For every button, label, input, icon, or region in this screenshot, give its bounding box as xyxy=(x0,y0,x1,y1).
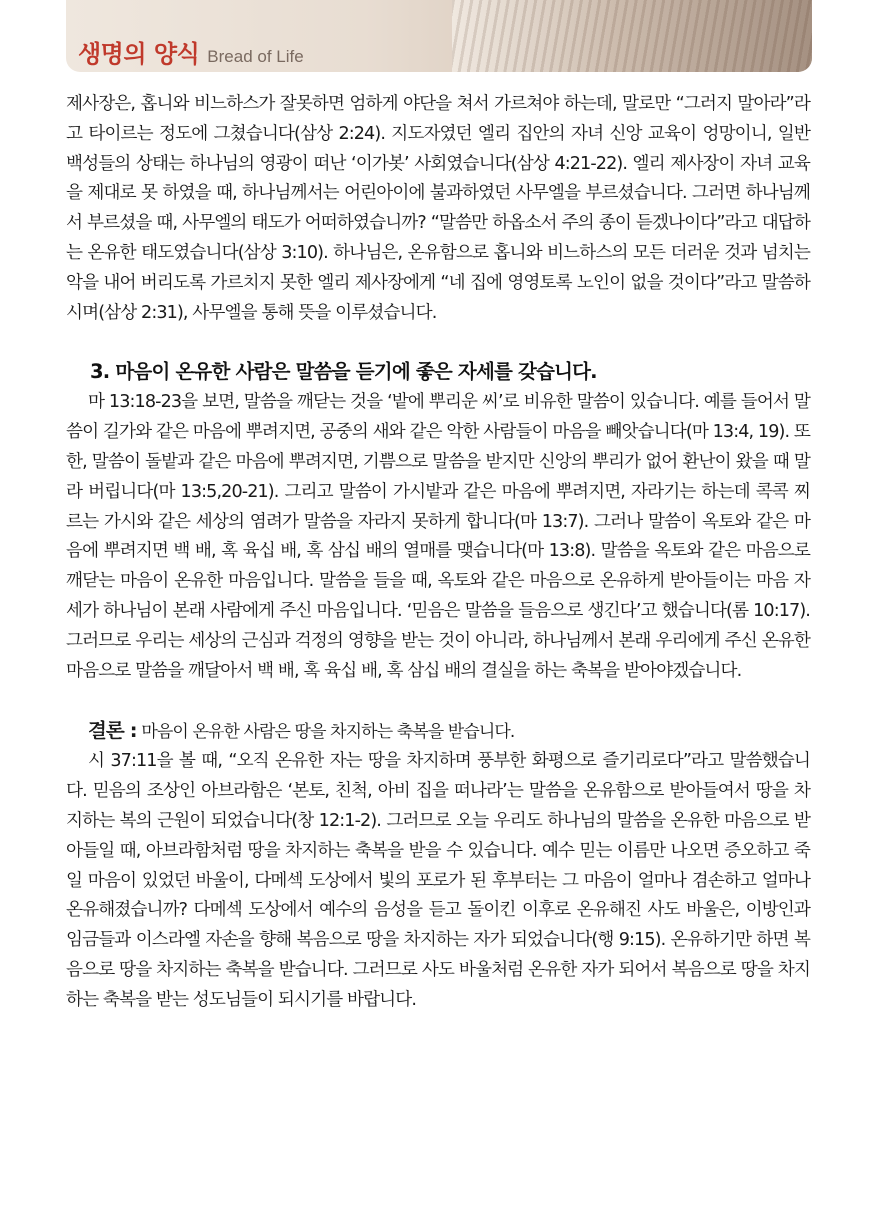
header-photo xyxy=(452,0,812,72)
conclusion-heading-line xyxy=(88,716,810,747)
header-banner xyxy=(66,0,812,72)
title-korean: 생명의 양식 xyxy=(78,40,200,68)
paragraph-1: 제사장은, 홉니와 비느하스가 잘못하면 엄하게 야단을 쳐서 가르쳐야 하는데, 말로만 “그러지 말아라”라고 타이르는 정도에 그쳤습니다(삼상 2:24). 지도자였던 엘리 집안의 자녀 신앙 교육이 엉망이니, 일반 백성들의 상태는 하나님의 영광이 떠난 ‘이가봇’ 사회였습니다(삼상 4:21-22). 엘리 제사장이 자녀 교육을 제대로 못 하였을 때, 하나님께서는 어린아이에 불과하였던 사무엘을 부르셨습니다. 그러면 하나님께서 부르셨을 때, 사무엘의 태도가 어떠하였습니까? “말씀만 하옵소서 주의 종이 듣겠나이다”라고 대답하는 온유한 태도였습니다(삼상 3:10). 하나님은, 온유함으로 홉니와 비느하스의 모든 더러운 것과 넘치는 악을 내어 버리도록 가르치지 못한 엘리 제사장에게 “네 집에 영영토록 노인이 없을 것이다”라고 말씀하시며(삼상 2:31), 사무엘을 통해 뜻을 이루셨습니다. xyxy=(66,94,810,323)
conclusion-text: 시 37:11을 볼 때, “오직 온유한 자는 땅을 차지하며 풍부한 화평으로 즐기리로다”라고 말씀했습니다. 믿음의 조상인 아브라함은 ‘본토, 친척, 아비 집을 떠나라’는 말씀을 온유함으로 받아들여서 땅을 차지하는 복의 근원이 되었습니다(창 12:1-2). 그러므로 오늘 우리도 하나님의 말씀을 온유한 마음으로 받아들일 때, 아브라함처럼 땅을 차지하는 축복을 받을 수 있습니다. 예수 믿는 이름만 나오면 증오하고 죽일 마음이 있었던 바울이, 다메섹 도상에서 빛의 포로가 된 후부터는 그 마음이 얼마나 겸손하고 얼마나 온유해졌습니까? 다메섹 도상에서 예수의 음성을 듣고 돌이킨 이후로 온유해진 사도 바울은, 이방인과 임금들과 이스라엘 자손을 향해 복음으로 땅을 차지하는 자가 되었습니다(행 9:15). 온유하기만 하면 복음으로 땅을 차지하는 축복을 받습니다. 그러므로 사도 바울처럼 온유한 자가 되어서 복음으로 땅을 차지하는 축복을 받는 성도님들이 되시기를 바랍니다. xyxy=(66,751,810,1010)
conclusion-label: 결론 : xyxy=(88,719,137,743)
page-title xyxy=(78,34,304,69)
section-3-text: 마 13:18-23을 보면, 말씀을 깨닫는 것을 ‘밭에 뿌리운 씨’로 비유한 말씀이 있습니다. 예를 들어서 말씀이 길가와 같은 마음에 뿌려지면, 공중의 새와 같은 악한 사람들이 마음을 빼앗습니다(마 13:4, 19). 또한, 말씀이 돌밭과 같은 마음에 뿌려지면, 기쁨으로 말씀을 받지만 신앙의 뿌리가 없어 환난이 왔을 때 말라 버립니다(마 13:5,20-21). 그리고 말씀이 가시밭과 같은 마음에 뿌려지면, 자라기는 하는데 콕콕 찌르는 가시와 같은 세상의 염려가 말씀을 자라지 못하게 합니다(마 13:7). 그러나 말씀이 옥토와 같은 마음에 뿌려지면 백 배, 혹 육십 배, 혹 삼십 배의 열매를 맺습니다(마 13:8). 말씀을 옥토와 같은 마음으로 깨닫는 마음이 온유한 마음입니다. 말씀을 들을 때, 옥토와 같은 마음으로 온유하게 받아들이는 마음 자세가 하나님이 본래 사람에게 주신 마음입니다. ‘믿음은 말씀을 들음으로 생긴다’고 했습니다(롬 10:17). 그러므로 우리는 세상의 근심과 걱정의 영향을 받는 것이 아니라, 하나님께서 본래 우리에게 주신 온유한 마음으로 말씀을 깨달아서 백 배, 혹 육십 배, 혹 삼십 배의 결실을 하는 축복을 받아야겠습니다. xyxy=(66,392,810,681)
section-3-heading: 3. 마음이 온유한 사람은 말씀을 듣기에 좋은 자세를 갖습니다. xyxy=(90,360,597,384)
article-body xyxy=(66,90,810,1016)
conclusion-heading: 마음이 온유한 사람은 땅을 차지하는 축복을 받습니다. xyxy=(141,722,515,743)
title-english: Bread of Life xyxy=(207,47,304,66)
